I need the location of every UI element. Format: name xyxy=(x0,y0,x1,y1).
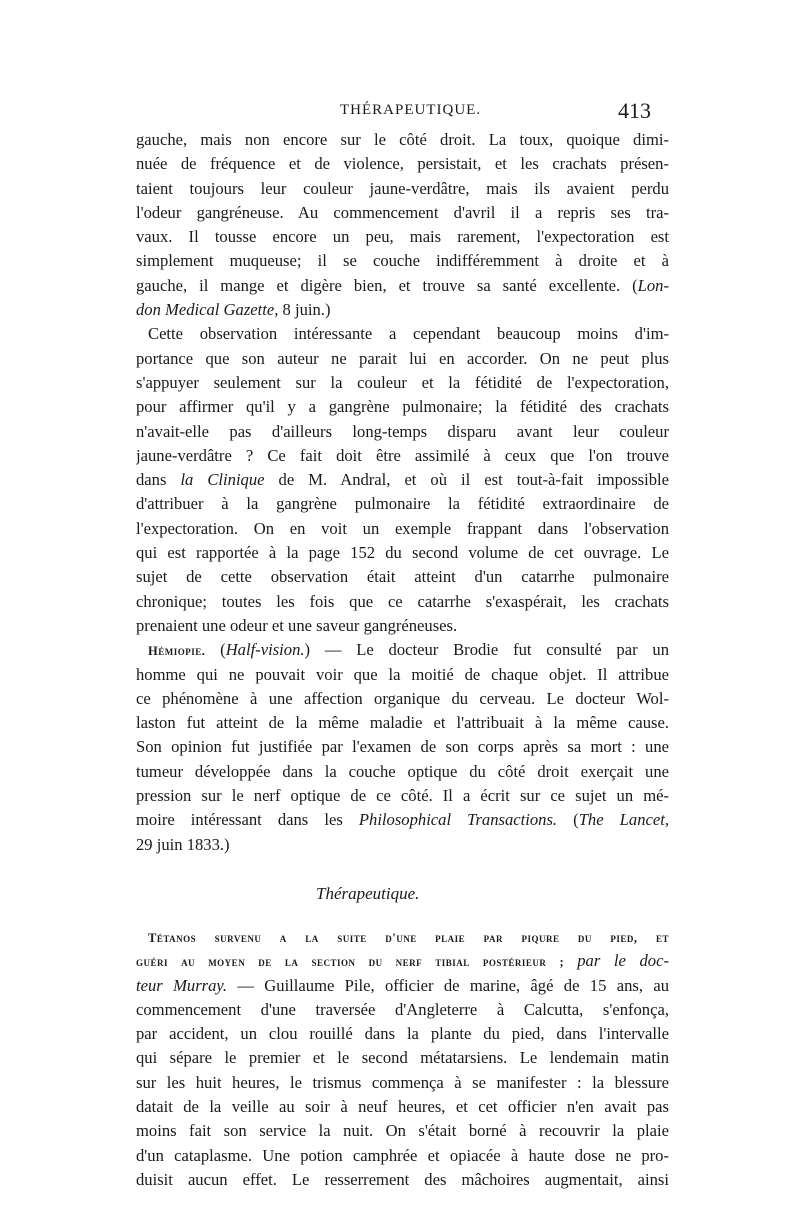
citation-journal: The Lancet xyxy=(578,810,665,830)
text-line: 29 juin 1833.) xyxy=(136,834,230,854)
text-line: d'attribuer à la gangrène pulmonaire la fétidité extraordinaire de xyxy=(136,494,669,514)
entry-lead: Hémiopie. xyxy=(148,644,206,659)
text-line: qui est rapportée à la page 152 du second volume de cet ouvrage. Le xyxy=(136,543,669,563)
text-line: jaune-verdâtre ? Ce fait doit être assimilé à ceux que l'on trouve xyxy=(136,445,669,465)
entry-author: par le doc- xyxy=(577,951,669,971)
text-line: qui sépare le premier et le second métatarsiens. Le lendemain matin xyxy=(136,1048,669,1068)
text-segment: de M. Andral, et où il est tout-à-fait impossible xyxy=(264,470,669,490)
text-line: Son opinion fut justifiée par l'examen de son corps après sa mort : une xyxy=(136,737,669,757)
citation-journal: Lon- xyxy=(637,275,669,295)
paragraph-commentary xyxy=(136,322,669,638)
entry-subtitle: Half-vision. xyxy=(225,640,305,660)
text-line: sujet de cette observation était atteint d'un catarrhe pulmonaire xyxy=(136,567,669,587)
page-number: 413 xyxy=(618,98,651,123)
text-line: prenaient une odeur et une saveur gangréneuses. xyxy=(136,615,458,635)
text-line: datait de la veille au soir à neuf heures, et cet officier n'en avait pas xyxy=(136,1096,669,1116)
entry-lead: Tétanos survenu a la suite d'une plaie par piqure du pied, et xyxy=(148,930,669,945)
text-segment: — Guillaume Pile, officier de marine, âgé de 15 ans, au xyxy=(227,975,669,995)
paragraph-continuation xyxy=(136,128,669,322)
entry-lead: guéri au moyen de la section du nerf tibial postérieur ; xyxy=(136,955,578,970)
text-line: d'un cataplasme. Une potion camphrée et opiacée à haute dose ne pro- xyxy=(136,1145,669,1165)
text-line xyxy=(136,638,669,662)
text-line: simplement muqueuse; il se couche indifféremment à droite et à xyxy=(136,251,669,271)
text-line xyxy=(136,274,669,298)
text-line xyxy=(136,974,669,998)
text-line: ce phénomène à une affection organique du cerveau. Le docteur Wol- xyxy=(136,688,669,708)
text-segment: , xyxy=(664,810,669,830)
section-heading: Thérapeutique. xyxy=(316,883,420,903)
text-segment: dans xyxy=(136,470,181,490)
text-line: homme qui ne pouvait voir que la moitié de chaque objet. Il attribue xyxy=(136,664,669,684)
running-head-title: THÉRAPEUTIQUE. xyxy=(340,102,482,118)
body-text xyxy=(136,128,669,1192)
text-line: l'expectoration. On en voit un exemple frappant dans l'observation xyxy=(136,518,669,538)
text-line: par accident, un clou rouillé dans la plante du pied, dans l'intervalle xyxy=(136,1024,669,1044)
text-line: nuée de fréquence et de violence, persistait, et les crachats présen- xyxy=(136,154,669,174)
text-line: l'odeur gangréneuse. Au commencement d'avril il a repris ses tra- xyxy=(136,202,669,222)
citation-journal: Philosophical Transactions. xyxy=(358,810,558,830)
text-line: n'avait-elle pas d'ailleurs long-temps disparu avant leur couleur xyxy=(136,421,669,441)
citation-work: la Clinique xyxy=(180,470,265,490)
text-segment: , 8 juin.) xyxy=(274,300,331,320)
text-line: gauche, mais non encore sur le côté droit. La toux, quoique dimi- xyxy=(136,130,669,149)
text-line: commencement d'une traversée d'Angleterre à Calcutta, s'enfonça, xyxy=(136,999,669,1019)
text-segment: gauche, il mange et digère bien, et trouve sa santé excellente. ( xyxy=(136,275,638,295)
paragraph-tetanos xyxy=(136,925,669,1192)
text-line: duisit aucun effet. Le resserrement des mâchoires augmentait, ainsi xyxy=(136,1169,669,1189)
text-line: pour affirmer qu'il y a gangrène pulmonaire; la fétidité des crachats xyxy=(136,397,669,417)
text-segment: ( xyxy=(557,810,579,830)
text-line xyxy=(136,949,669,973)
paragraph-hemiopie xyxy=(136,638,669,857)
citation-journal: don Medical Gazette xyxy=(136,300,275,320)
text-line: portance que son auteur ne parait lui en accorder. On ne peut plus xyxy=(136,348,669,368)
text-line xyxy=(136,298,669,322)
text-segment: moire intéressant dans les xyxy=(136,810,359,830)
running-head xyxy=(0,98,800,128)
text-line xyxy=(136,925,669,949)
text-line: tumeur développée dans la couche optique du côté droit exerçait une xyxy=(136,761,669,781)
text-line: pression sur le nerf optique de ce côté. Il a écrit sur ce sujet un mé- xyxy=(136,786,669,806)
text-segment: ) — Le docteur Brodie fut consulté par un xyxy=(304,640,669,660)
text-line: sur les huit heures, le trismus commença à se manifester : la blessure xyxy=(136,1072,669,1092)
text-line: taient toujours leur couleur jaune-verdâtre, mais ils avaient perdu xyxy=(136,178,669,198)
text-line: chronique; toutes les fois que ce catarrhe s'exaspérait, les crachats xyxy=(136,591,669,611)
text-line: Cette observation intéressante a cependant beaucoup moins d'im- xyxy=(148,324,669,344)
text-line xyxy=(136,468,669,492)
text-segment: ( xyxy=(205,640,226,660)
text-line xyxy=(136,808,669,832)
entry-author: teur Murray. xyxy=(136,975,228,995)
text-line: s'appuyer seulement sur la couleur et la fétidité de l'expectoration, xyxy=(136,372,669,392)
text-line: laston fut atteint de la même maladie et l'attribuait à la même cause. xyxy=(136,713,669,733)
text-line: moins fait son service la nuit. On s'était borné à recouvrir la plaie xyxy=(136,1121,669,1141)
text-line: vaux. Il tousse encore un peu, mais rarement, l'expectoration est xyxy=(136,227,669,247)
